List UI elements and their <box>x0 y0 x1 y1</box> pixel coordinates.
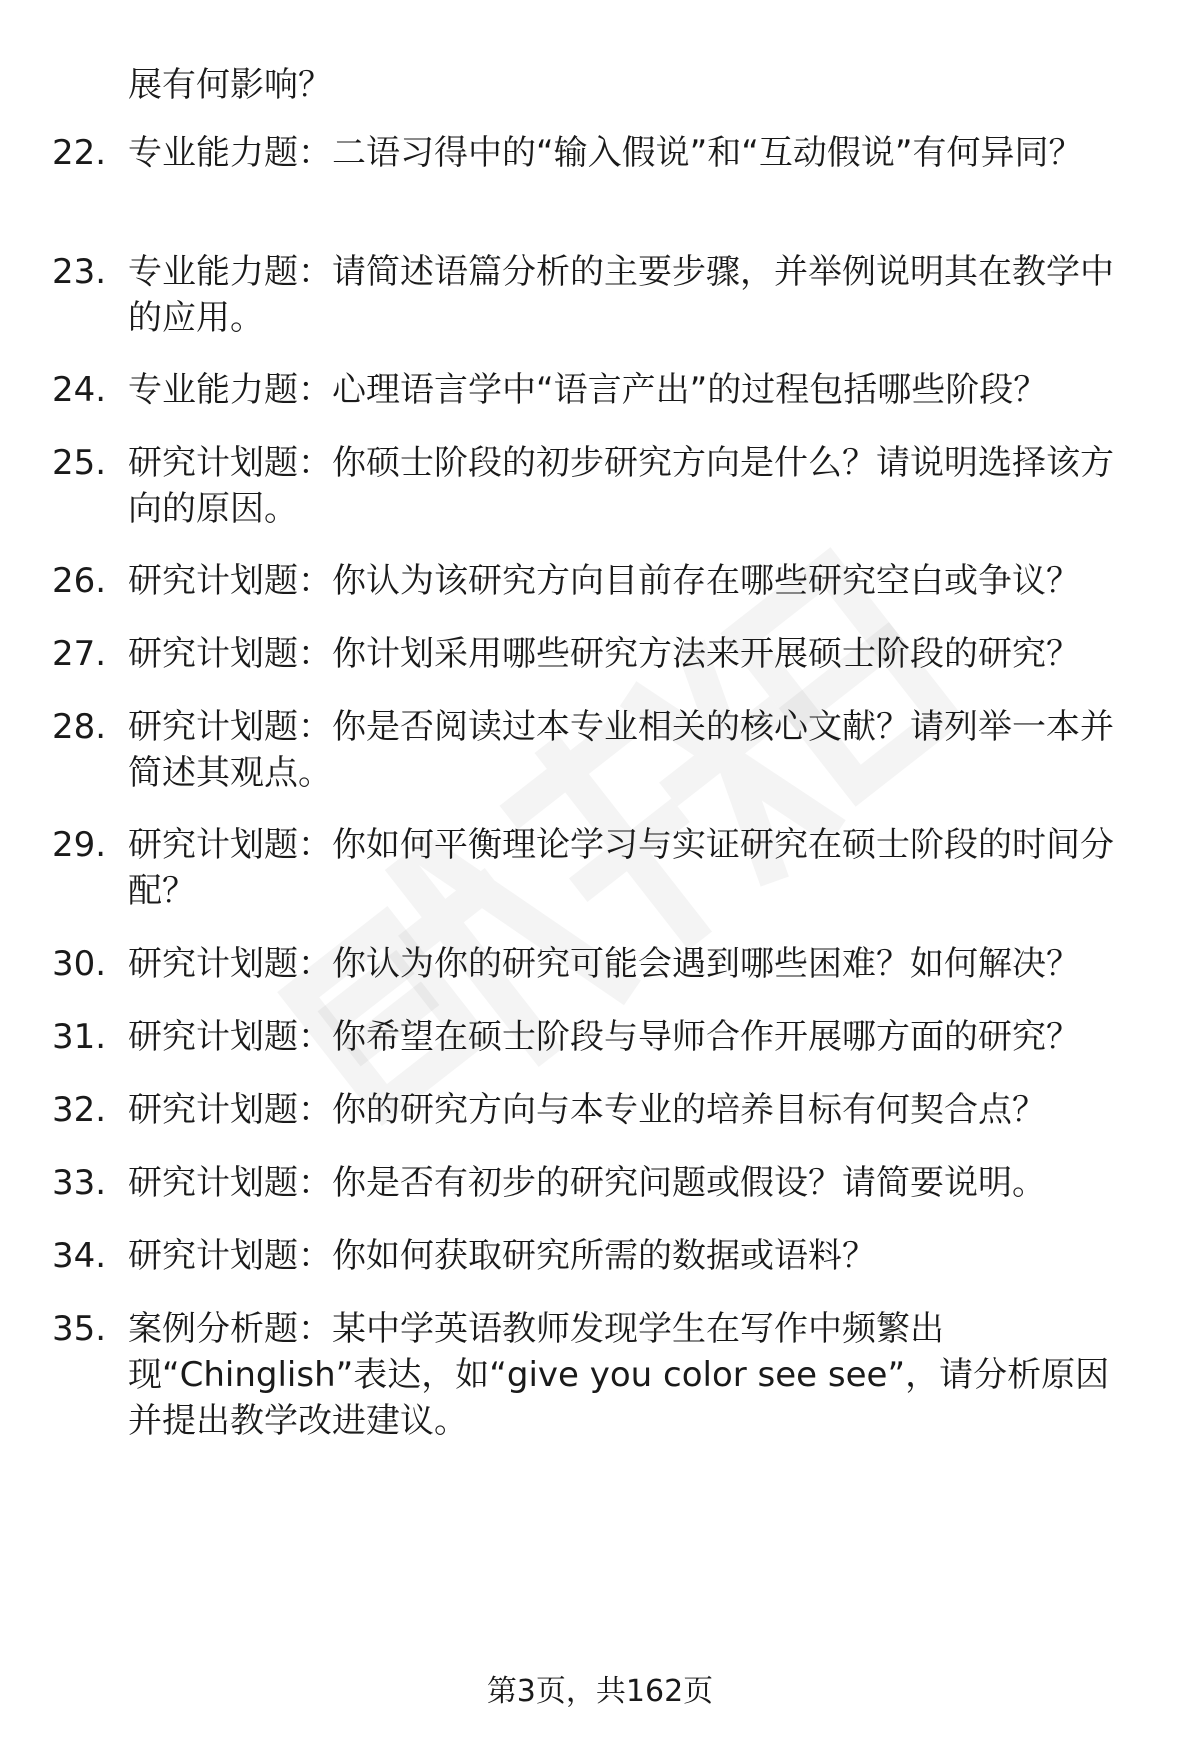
question-number: 28. <box>52 707 107 747</box>
question-text: 研究计划题：你计划采用哪些研究方法来开展硕士阶段的研究？ <box>128 634 1080 674</box>
question-text: 研究计划题：你如何获取研究所需的数据或语料？ <box>128 1236 876 1276</box>
page-footer: 第3页，共162页 <box>486 1674 714 1709</box>
question-number: 35. <box>52 1309 107 1349</box>
question-text: 案例分析题：某中学英语教师发现学生在写作中频繁出现“Chinglish”表达，如“give you color see see”，请分析原因并提出教学改进建议。 <box>128 1309 1110 1441</box>
question-number: 23. <box>52 252 107 292</box>
question-number: 31. <box>52 1017 107 1057</box>
question-text: 研究计划题：你如何平衡理论学习与实证研究在硕士阶段的时间分配？ <box>128 825 1114 911</box>
question-text: 研究计划题：你认为该研究方向目前存在哪些研究空白或争议？ <box>128 561 1080 601</box>
question-text: 专业能力题：请简述语篇分析的主要步骤，并举例说明其在教学中的应用。 <box>128 252 1114 338</box>
question-text: 研究计划题：你希望在硕士阶段与导师合作开展哪方面的研究？ <box>128 1017 1080 1057</box>
question-number: 24. <box>52 370 107 410</box>
question-number: 33. <box>52 1163 107 1203</box>
question-number: 29. <box>52 825 107 865</box>
question-text: 研究计划题：你认为你的研究可能会遇到哪些困难？如何解决？ <box>128 944 1080 984</box>
question-number: 32. <box>52 1090 107 1130</box>
continued-question-text: 展有何影响？ <box>128 65 332 105</box>
question-text: 研究计划题：你是否阅读过本专业相关的核心文献？请列举一本并简述其观点。 <box>128 707 1114 793</box>
question-number: 22. <box>52 133 107 173</box>
question-number: 27. <box>52 634 107 674</box>
question-number: 26. <box>52 561 107 601</box>
question-text: 研究计划题：你的研究方向与本专业的培养目标有何契合点？ <box>128 1090 1046 1130</box>
question-text: 专业能力题：二语习得中的“输入假说”和“互动假说”有何异同？ <box>128 133 1083 173</box>
question-text: 研究计划题：你是否有初步的研究问题或假设？请简要说明。 <box>128 1163 1046 1203</box>
question-number: 30. <box>52 944 107 984</box>
question-number: 25. <box>52 443 107 483</box>
question-number: 34. <box>52 1236 107 1276</box>
question-text: 研究计划题：你硕士阶段的初步研究方向是什么？请说明选择该方向的原因。 <box>128 443 1114 529</box>
question-text: 专业能力题：心理语言学中“语言产出”的过程包括哪些阶段？ <box>128 370 1048 410</box>
